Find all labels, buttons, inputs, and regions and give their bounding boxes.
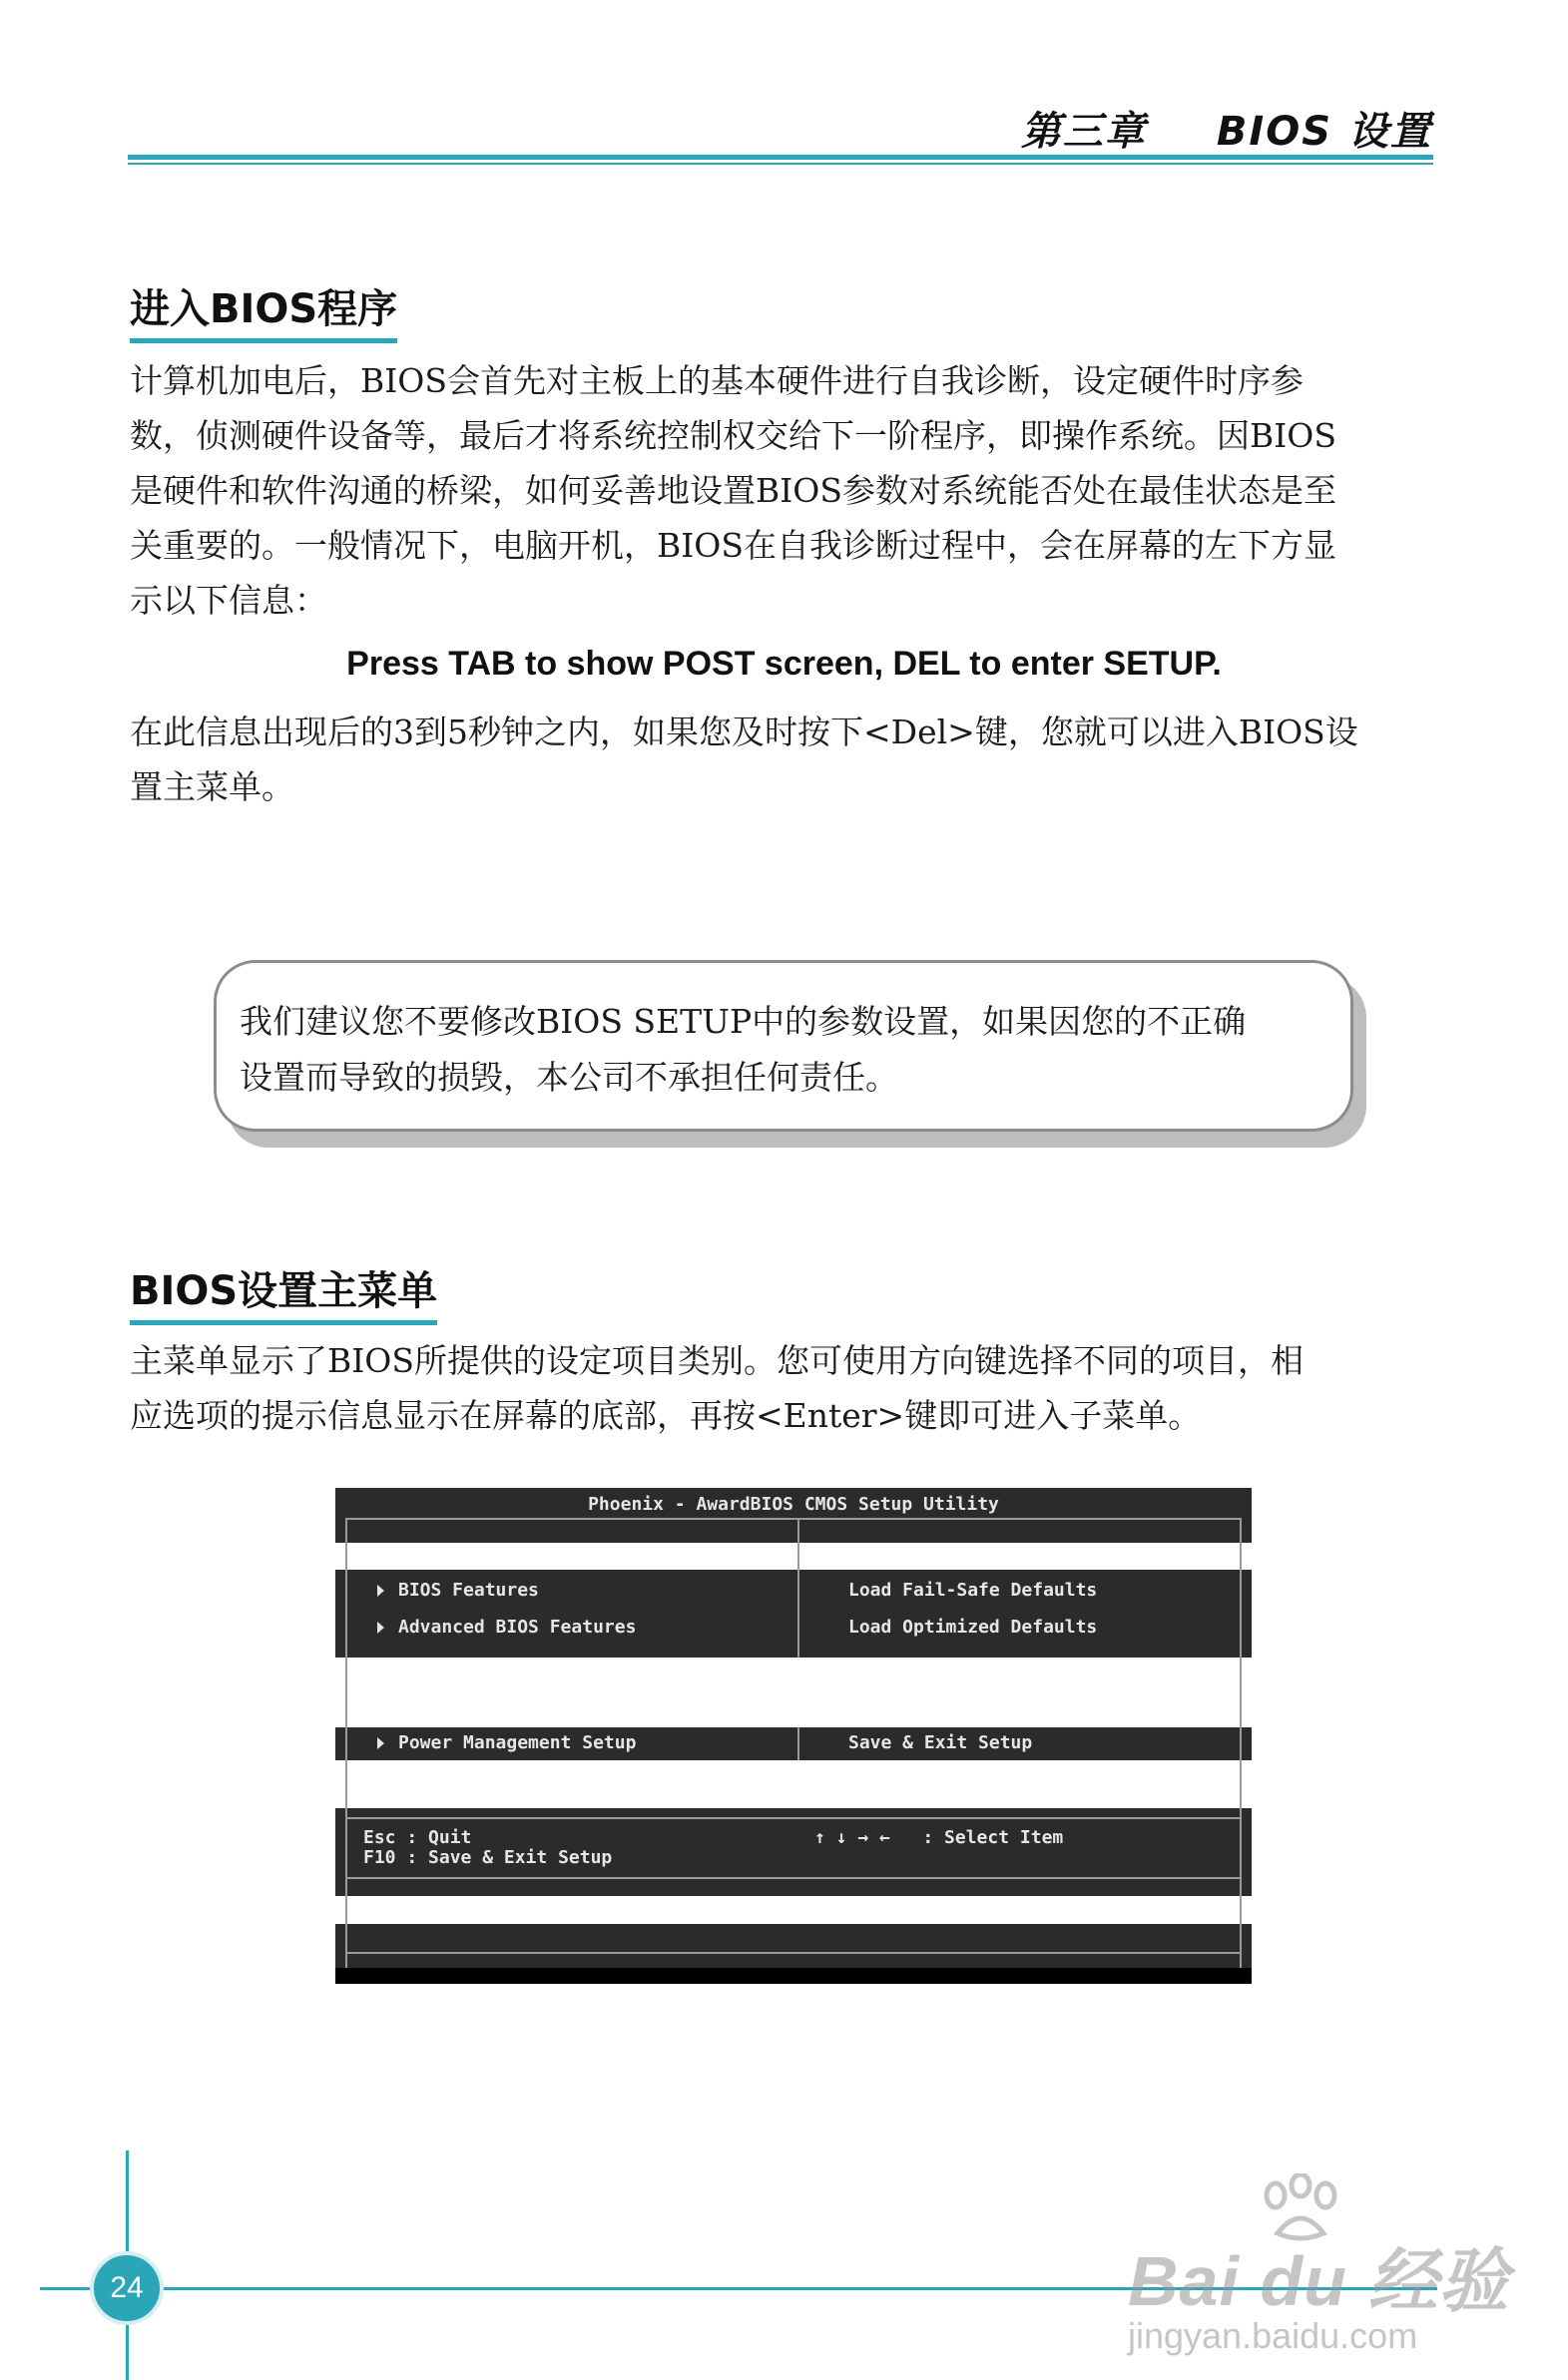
- bios-screenshot: [335, 1488, 1252, 1984]
- bios-divider: [797, 1518, 799, 1658]
- bios-menu-item: Load Optimized Defaults: [848, 1617, 1098, 1638]
- bios-frame-line: [345, 1817, 1242, 1819]
- bios-title: Phoenix - AwardBIOS CMOS Setup Utility: [588, 1494, 999, 1515]
- bios-frame-line: [345, 1952, 1242, 1954]
- paragraph-line: 关重要的。一般情况下，电脑开机，BIOS在自我诊断过程中，会在屏幕的左下方显: [130, 526, 1336, 565]
- paragraph-line: 数，侦测硬件设备等，最后才将系统控制权交给下一阶程序，即操作系统。因BIOS: [130, 416, 1336, 455]
- watermark-url: jingyan.baidu.com: [1128, 2315, 1418, 2356]
- main-menu-paragraph: [130, 1333, 1435, 1443]
- bios-gap: [335, 1760, 1252, 1808]
- post-prompt-message: Press TAB to show POST screen, DEL to enter SETUP.: [346, 645, 1222, 683]
- paragraph-line: 是硬件和软件沟通的桥梁，如何妥善地设置BIOS参数对系统能否处在最佳状态是至: [130, 471, 1336, 510]
- paragraph-line: 置主菜单。: [130, 767, 294, 806]
- bios-gap: [335, 1896, 1252, 1924]
- bios-frame-line: [345, 1518, 347, 1968]
- chapter-header: [1021, 100, 1432, 157]
- bios-frame-line: [345, 1877, 1242, 1879]
- page-number-badge: [90, 2251, 164, 2325]
- bios-menu-item: Save & Exit Setup: [848, 1732, 1033, 1753]
- bios-help-arrows: ↑ ↓ → ← : Select Item: [814, 1827, 1064, 1848]
- intro-paragraph: [130, 353, 1435, 628]
- note-line: 设置而导致的损毁，本公司不承担任何责任。: [240, 1058, 898, 1097]
- section-heading-enter-bios: 进入BIOS程序: [130, 277, 397, 343]
- header-rule: [128, 155, 1433, 160]
- bios-arrow-icon: [377, 1737, 384, 1749]
- bios-frame-line: [1240, 1518, 1242, 1968]
- bios-help-f10: F10 : Save & Exit Setup: [363, 1847, 613, 1868]
- bios-arrow-icon: [377, 1585, 384, 1597]
- note-text: [240, 994, 1337, 1106]
- watermark-logo: Bai du 经验: [1128, 2242, 1510, 2320]
- bios-menu-item: Advanced BIOS Features: [377, 1617, 636, 1638]
- paragraph-line: 应选项的提示信息显示在屏幕的底部，再按<Enter>键即可进入子菜单。: [130, 1396, 1202, 1435]
- bios-divider: [797, 1727, 799, 1760]
- bios-gap: [335, 1658, 1252, 1727]
- bios-gap: [335, 1543, 1252, 1570]
- paragraph-line: 主菜单显示了BIOS所提供的设定项目类别。您可使用方向键选择不同的项目，相: [130, 1341, 1304, 1380]
- bios-help-esc: Esc : Quit: [363, 1827, 472, 1848]
- bios-menu-item: Power Management Setup: [377, 1732, 636, 1753]
- paragraph-line: 在此信息出现后的3到5秒钟之内，如果您及时按下<Del>键，您就可以进入BIOS设: [130, 713, 1358, 751]
- bios-menu-item: BIOS Features: [377, 1580, 539, 1601]
- bios-menu-item: Load Fail-Safe Defaults: [848, 1580, 1098, 1601]
- paragraph-line: 示以下信息：: [130, 581, 327, 620]
- paragraph-line: 计算机加电后，BIOS会首先对主板上的基本硬件进行自我诊断，设定硬件时序参: [130, 361, 1304, 400]
- chapter-number: 第三章: [1020, 109, 1147, 155]
- section-heading-main-menu: BIOS设置主菜单: [130, 1259, 437, 1325]
- bios-arrow-icon: [377, 1622, 384, 1634]
- note-line: 我们建议您不要修改BIOS SETUP中的参数设置，如果因您的不正确: [240, 1002, 1247, 1041]
- header-rule-thin: [128, 163, 1433, 165]
- after-prompt-paragraph: [130, 705, 1435, 814]
- page-number: 24: [110, 2271, 144, 2304]
- bios-frame-line: [345, 1518, 1242, 1520]
- chapter-title-text: BIOS 设置: [1216, 109, 1432, 155]
- bios-band: [335, 1924, 1252, 1968]
